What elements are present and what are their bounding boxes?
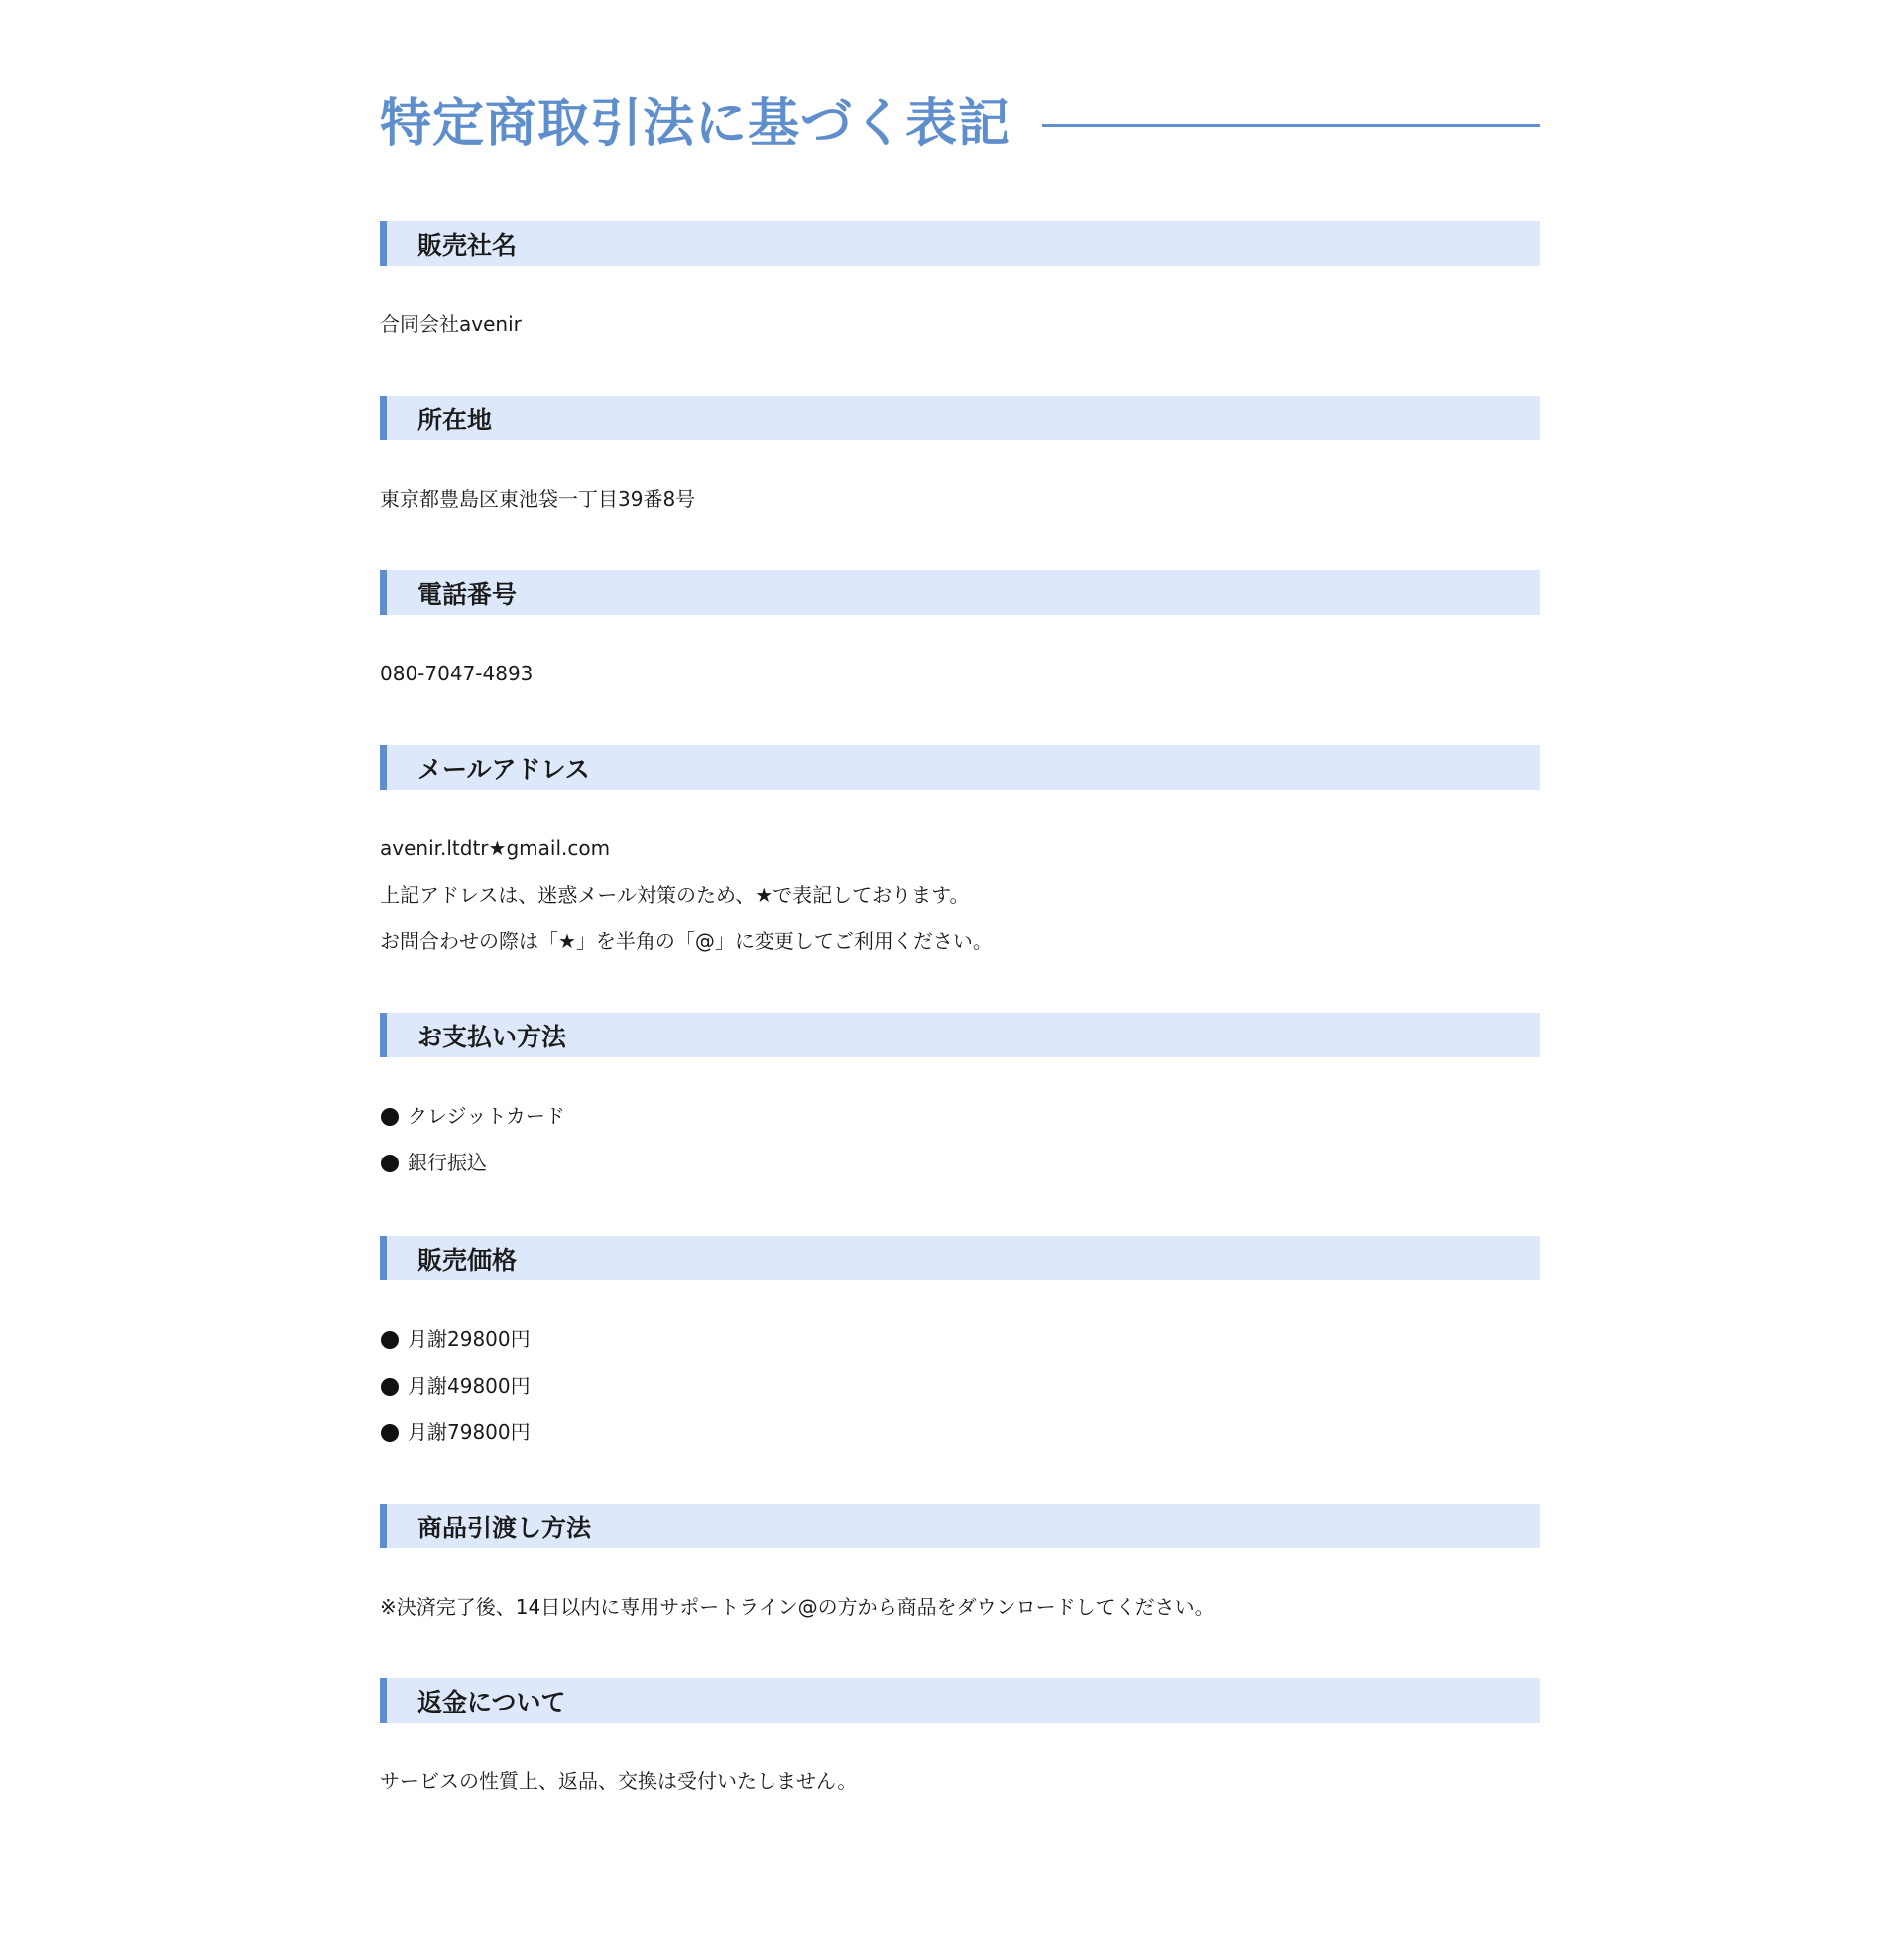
page-title-row <box>380 91 1540 157</box>
section-heading-label: 商品引渡し方法 <box>417 1513 592 1542</box>
section-body <box>380 1093 1540 1186</box>
section-heading <box>380 1678 1540 1723</box>
list-item-label: 月謝49800円 <box>408 1374 531 1398</box>
section-body <box>380 476 1540 523</box>
section-delivery-method <box>380 1504 1540 1631</box>
bullet-icon <box>381 1155 399 1172</box>
section-heading-label: 販売価格 <box>417 1245 518 1275</box>
section-body <box>380 1316 1540 1456</box>
list-item <box>380 1140 1540 1186</box>
section-pricing <box>380 1236 1540 1456</box>
section-body <box>380 1584 1540 1631</box>
section-body <box>380 302 1540 348</box>
delivery-text: ※決済完了後、14日以内に専用サポートライン@の方から商品をダウンロードしてください。 <box>380 1595 1215 1619</box>
email-text: avenir.ltdtr★gmail.com <box>380 836 611 860</box>
list-item <box>380 1093 1540 1140</box>
page-title: 特定商取引法に基づく表記 <box>380 94 1012 154</box>
section-heading-label: お支払い方法 <box>417 1022 567 1051</box>
refund-text: サービスの性質上、返品、交換は受付いたしません。 <box>380 1769 858 1793</box>
section-heading <box>380 396 1540 440</box>
section-heading-label: メールアドレス <box>417 754 590 784</box>
section-company-name <box>380 221 1540 348</box>
bullet-icon <box>381 1108 399 1126</box>
section-heading <box>380 745 1540 790</box>
section-heading-label: 所在地 <box>417 405 493 434</box>
section-phone <box>380 570 1540 697</box>
section-heading <box>380 1236 1540 1280</box>
list-item-label: クレジットカード <box>408 1104 565 1128</box>
section-body <box>380 651 1540 697</box>
phone-text: 080-7047-4893 <box>380 662 534 685</box>
section-heading <box>380 1504 1540 1548</box>
address-text: 東京都豊島区東池袋一丁目39番8号 <box>380 487 696 511</box>
bullet-icon <box>381 1331 399 1349</box>
list-item-label: 銀行振込 <box>408 1151 487 1174</box>
section-body <box>380 1759 1540 1805</box>
section-refund-policy <box>380 1678 1540 1805</box>
list-item <box>380 1316 1540 1363</box>
list-item <box>380 1409 1540 1456</box>
list-item-label: 月謝29800円 <box>408 1327 531 1351</box>
list-item <box>380 1363 1540 1409</box>
section-address <box>380 396 1540 523</box>
email-note-text: 上記アドレスは、迷惑メール対策のため、★で表記しております。 <box>380 883 970 907</box>
section-payment-methods <box>380 1013 1540 1186</box>
section-heading-label: 電話番号 <box>417 579 518 609</box>
section-heading <box>380 570 1540 615</box>
bullet-icon <box>381 1378 399 1396</box>
section-heading <box>380 221 1540 266</box>
bullet-icon <box>381 1424 399 1442</box>
section-body <box>380 825 1540 965</box>
section-heading <box>380 1013 1540 1057</box>
email-instruction-text: お問合わせの際は「★」を半角の「@」に変更してご利用ください。 <box>380 929 993 953</box>
section-email <box>380 745 1540 965</box>
list-item-label: 月謝79800円 <box>408 1420 531 1444</box>
section-heading-label: 返金について <box>417 1687 566 1717</box>
title-divider <box>1042 124 1540 127</box>
section-heading-label: 販売社名 <box>417 230 518 260</box>
company-name-text: 合同会社avenir <box>380 312 522 336</box>
